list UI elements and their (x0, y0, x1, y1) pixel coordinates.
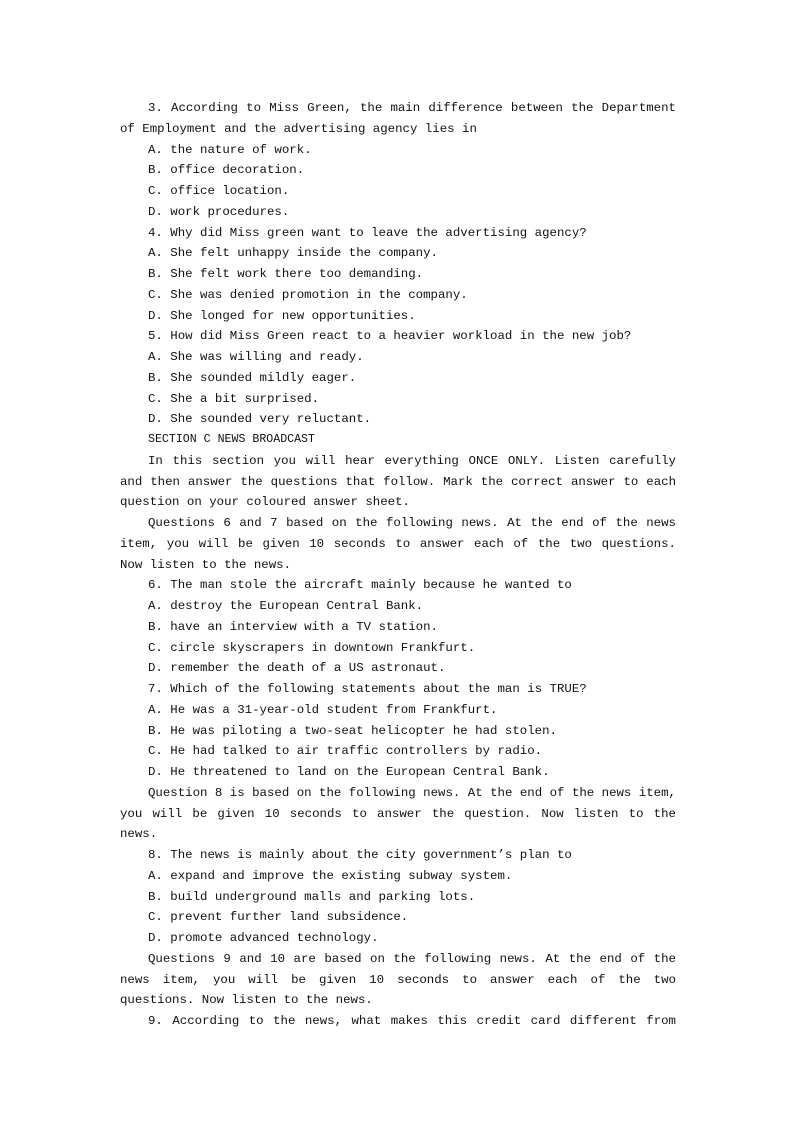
question-7-option-a: A. He was a 31-year-old student from Frankfurt. (148, 702, 498, 717)
question-3-option-d: D. work procedures. (148, 204, 290, 219)
question-6-option-d: D. remember the death of a US astronaut. (148, 661, 446, 676)
question-8-option-d: D. promote advanced technology. (148, 931, 379, 945)
question-3-option-a: A. the nature of work. (148, 142, 312, 157)
question-5-option-a: A. She was willing and ready. (148, 350, 364, 364)
question-5-option-b: B. She sounded mildly eager. (148, 370, 357, 385)
question-8-option-a: A. expand and improve the existing subway system. (148, 868, 513, 883)
page-content (120, 98, 676, 1032)
question-3-option-b: B. office decoration. (148, 163, 305, 178)
question-8-stem: 8. The news is mainly about the city government’s plan to (148, 848, 572, 862)
section-c-instructions: In this section you will hear everything ONCE ONLY. Listen carefully and then answer the questions that follow. Mark the correct answer to each question on your coloured answer sheet. (120, 453, 676, 510)
question-7-option-d: D. He threatened to land on the European Central Bank. (148, 765, 550, 779)
question-7-option-b: B. He was piloting a two-seat helicopter he had stolen. (148, 723, 557, 738)
question-4-option-d: D. She longed for new opportunities. (148, 308, 416, 323)
question-8-option-b: B. build underground malls and parking lots. (148, 889, 476, 904)
question-3-stem: 3. According to Miss Green, the main difference between the Department of Employment and the advertising agency lies in (120, 101, 676, 136)
section-c-heading: SECTION C NEWS BROADCAST (148, 433, 315, 446)
question-4-option-c: C. She was denied promotion in the company. (148, 287, 468, 302)
question-6-option-c: C. circle skyscrapers in downtown Frankfurt. (148, 640, 476, 655)
question-7-stem: 7. Which of the following statements about the man is TRUE? (148, 682, 587, 696)
question-7-option-c: C. He had talked to air traffic controllers by radio. (148, 744, 543, 759)
question-6-option-a: A. destroy the European Central Bank. (148, 599, 424, 613)
question-4-option-a: A. She felt unhappy inside the company. (148, 246, 438, 261)
question-5-option-c: C. She a bit surprised. (148, 391, 320, 406)
question-9-stem: 9. According to the news, what makes this credit card different from (148, 1014, 676, 1028)
news-1-intro: Questions 6 and 7 based on the following news. At the end of the news item, you will be given 10 seconds to answer each of the two questions. Now listen to the news. (120, 516, 676, 572)
question-4-option-b: B. She felt work there too demanding. (148, 267, 424, 281)
news-2-intro: Question 8 is based on the following news. At the end of the news item, you will be given 10 seconds to answer the question. Now listen to the news. (120, 785, 676, 842)
question-3-option-c: C. office location. (148, 184, 290, 198)
question-6-option-b: B. have an interview with a TV station. (148, 619, 438, 634)
question-5-stem: 5. How did Miss Green react to a heavier workload in the new job? (148, 329, 632, 344)
question-4-stem: 4. Why did Miss green want to leave the advertising agency? (148, 225, 587, 240)
news-3-intro: Questions 9 and 10 are based on the following news. At the end of the news item, you will be given 10 seconds to answer each of the two questions. Now listen to the news. (120, 951, 676, 1008)
question-8-option-c: C. prevent further land subsidence. (148, 910, 409, 925)
question-6-stem: 6. The man stole the aircraft mainly because he wanted to (148, 578, 572, 593)
question-5-option-d: D. She sounded very reluctant. (148, 412, 372, 427)
